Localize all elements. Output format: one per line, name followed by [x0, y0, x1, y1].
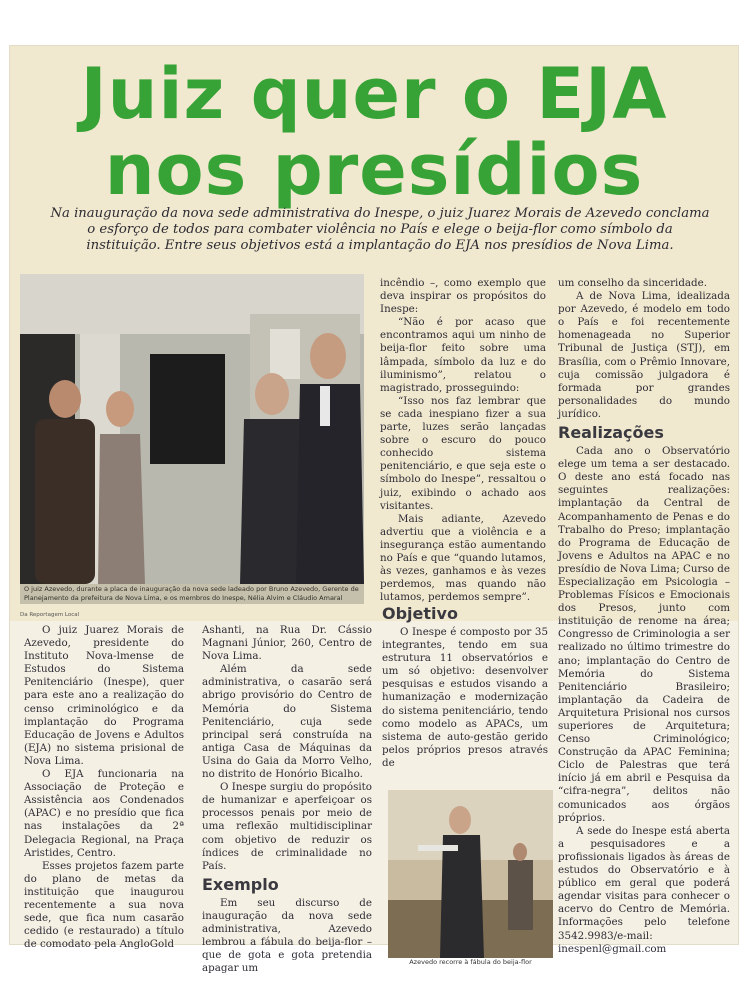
photo2-caption: Azevedo recorre à fábula do beija-flor	[409, 958, 532, 966]
photo1-caption: O juiz Azevedo, durante a placa de inauguração da nova sede ladeado por Bruno Azevedo, Gerente de Planejamento da prefeitura de Nova Lima, e os membros do Inespe, Nélia Alvim e Cláudio Amaral	[20, 584, 364, 604]
col2-exemplo-paragraph: Em seu discurso de inauguração da nova sede administrativa, Azevedo lembrou a fábula do beija-flor – que de gota e gota pretendia apagar um	[202, 896, 372, 975]
col3-paragraph: “Não é por acaso que encontramos aqui um ninho de beija-flor feito sobre uma lâmpada, símbolo da luz e do iluminismo”, relatou o magistrado, prosseguindo:	[380, 316, 546, 394]
subheading-realizacoes: Realizações	[558, 423, 664, 443]
headline-line-1: Juiz quer o EJA	[80, 53, 668, 135]
col1-paragraph: O EJA funcionaria na Associação de Proteção e Assistência aos Condenados (APAC) e no presídio que fica nas instalações da 2ª Delegacia Regional, na Praça Aristides, Centro.	[24, 768, 184, 859]
column-1	[24, 624, 184, 951]
column-4	[558, 277, 730, 956]
report-credit: Da Reportagem Local	[20, 612, 80, 618]
subheading-objetivo: Objetivo	[382, 604, 458, 623]
col1-paragraph: Esses projetos fazem parte do plano de metas da instituição que inaugurou recentemente a sua nova sede, que fica num casarão cedido (e restaurado) a título de comodato pela AngloGold	[24, 859, 184, 951]
headline-line-2: nos presídios	[104, 129, 644, 211]
col2-paragraph: Ashanti, na Rua Dr. Cássio Magnani Júnior, 260, Centro de Nova Lima.	[202, 624, 372, 663]
col1-paragraph: O juiz Juarez Morais de Azevedo, presidente do Instituto Nova-lmense de Estudos do Sistema Penitenciário (Inespe), quer para este ano a realização do censo criminológico e da implantação do Programa Educação de Jovens e Adultos (EJA) no sistema prisional de Nova Lima.	[24, 624, 184, 767]
subheading-exemplo: Exemplo	[202, 874, 279, 894]
col4-realizacoes-paragraph: Cada ano o Observatório elege um tema a ser destacado. O deste ano está focado nas seguintes realizações: implantação da Central de Acompanhamento de Penas e do Trabalho do Preso; implantação do Programa de Educação de Jovens e Adultos na APAC e no presídio de Nova Lima; Curso de Especialização em Psicologia – Problemas Físicos e Emocionais dos Presos, junto com instituição de renome na área; Congresso de Criminologia a ser realizado no último trimestre do ano; implantação do Centro de Memória do Sistema Penitenciário Brasileiro; implantação da Cadeira de Arquitetura Prisional nos cursos superiores de Arquitetura; Censo Criminológico; Construção da APAC Feminina; Ciclo de Palestras que terá início já em abril e Pesquisa da “cifra-negra”, delitos não comunicados aos órgãos próprios.	[558, 445, 730, 824]
col4-paragraph: A de Nova Lima, idealizada por Azevedo, é modelo em todo o País e foi recentemente homenageada no Superior Tribunal de Justiça (STJ), em Brasília, com o Prêmio Innovare, cuja comissão julgadora é formada por grandes personalidades do mundo jurídico.	[558, 290, 730, 420]
column-3-top	[380, 277, 546, 604]
inauguration-photo	[20, 274, 364, 584]
column-2	[202, 624, 372, 975]
lead-paragraph: Na inauguração da nova sede administrativa do Inespe, o juiz Juarez Morais de Azevedo conclama o esforço de todos para combater violência no País e elege o beija-flor como símbolo da instituição. Entre seus objetivos está a implantação do EJA nos presídios de Nova Lima.	[50, 206, 710, 253]
col2-paragraph: Além da sede administrativa, o casarão será abrigo provisório do Centro de Memória do Sistema Penitenciário, cuja sede principal será construída na antiga Casa de Máquinas da Usina do Gaia da Morro Velho, no distrito de Honório Bicalho.	[202, 663, 372, 781]
col4-paragraph: um conselho da sinceridade.	[558, 277, 708, 289]
column-3-bottom	[382, 602, 548, 770]
col2-paragraph: O Inespe surgiu do propósito de humanizar e aperfeiçoar os processos penais por meio de uma reflexão multidisciplinar com objetivo de reduzir os índices de criminalidade no País.	[202, 781, 372, 872]
col3-objetivo-paragraph: O Inespe é composto por 35 integrantes, tendo em sua estrutura 11 observatórios e um só objetivo: desenvolver pesquisas e estudos visando a humanização e modernização do sistema penitenciário, tendo como modelo as APACs, um sistema de auto-gestão gerido pelos próprios presos através de	[382, 626, 548, 769]
col4-realizacoes-paragraph: A sede do Inespe está aberta a pesquisadores e a profissionais ligados às áreas de estudos do Observatório e à público em geral que poderá agendar visitas para conhecer o acervo do Centro de Memória. Informações pelo telefone 3542.9983/e-mail: inespenl@gmail.com	[558, 824, 730, 955]
speech-photo	[388, 790, 553, 958]
col3-paragraph: Mais adiante, Azevedo advertiu que a violência e a insegurança estão aumentando no País e que “quando lutamos, às vezes, ganhamos e às vezes perdemos, mas quando não lutamos, perdemos sempre”.	[380, 512, 546, 604]
col3-paragraph: “Isso nos faz lembrar que se cada inespiano fizer a sua parte, luzes serão lançadas sobre o escuro do pouco conhecido sistema penitenciário, e que seja este o símbolo do Inespe”, ressaltou o juiz, exibindo o achado aos visitantes.	[380, 394, 546, 512]
col3-paragraph: incêndio –, como exemplo que deva inspirar os propósitos do Inespe:	[380, 277, 546, 316]
newspaper-page	[10, 46, 738, 975]
